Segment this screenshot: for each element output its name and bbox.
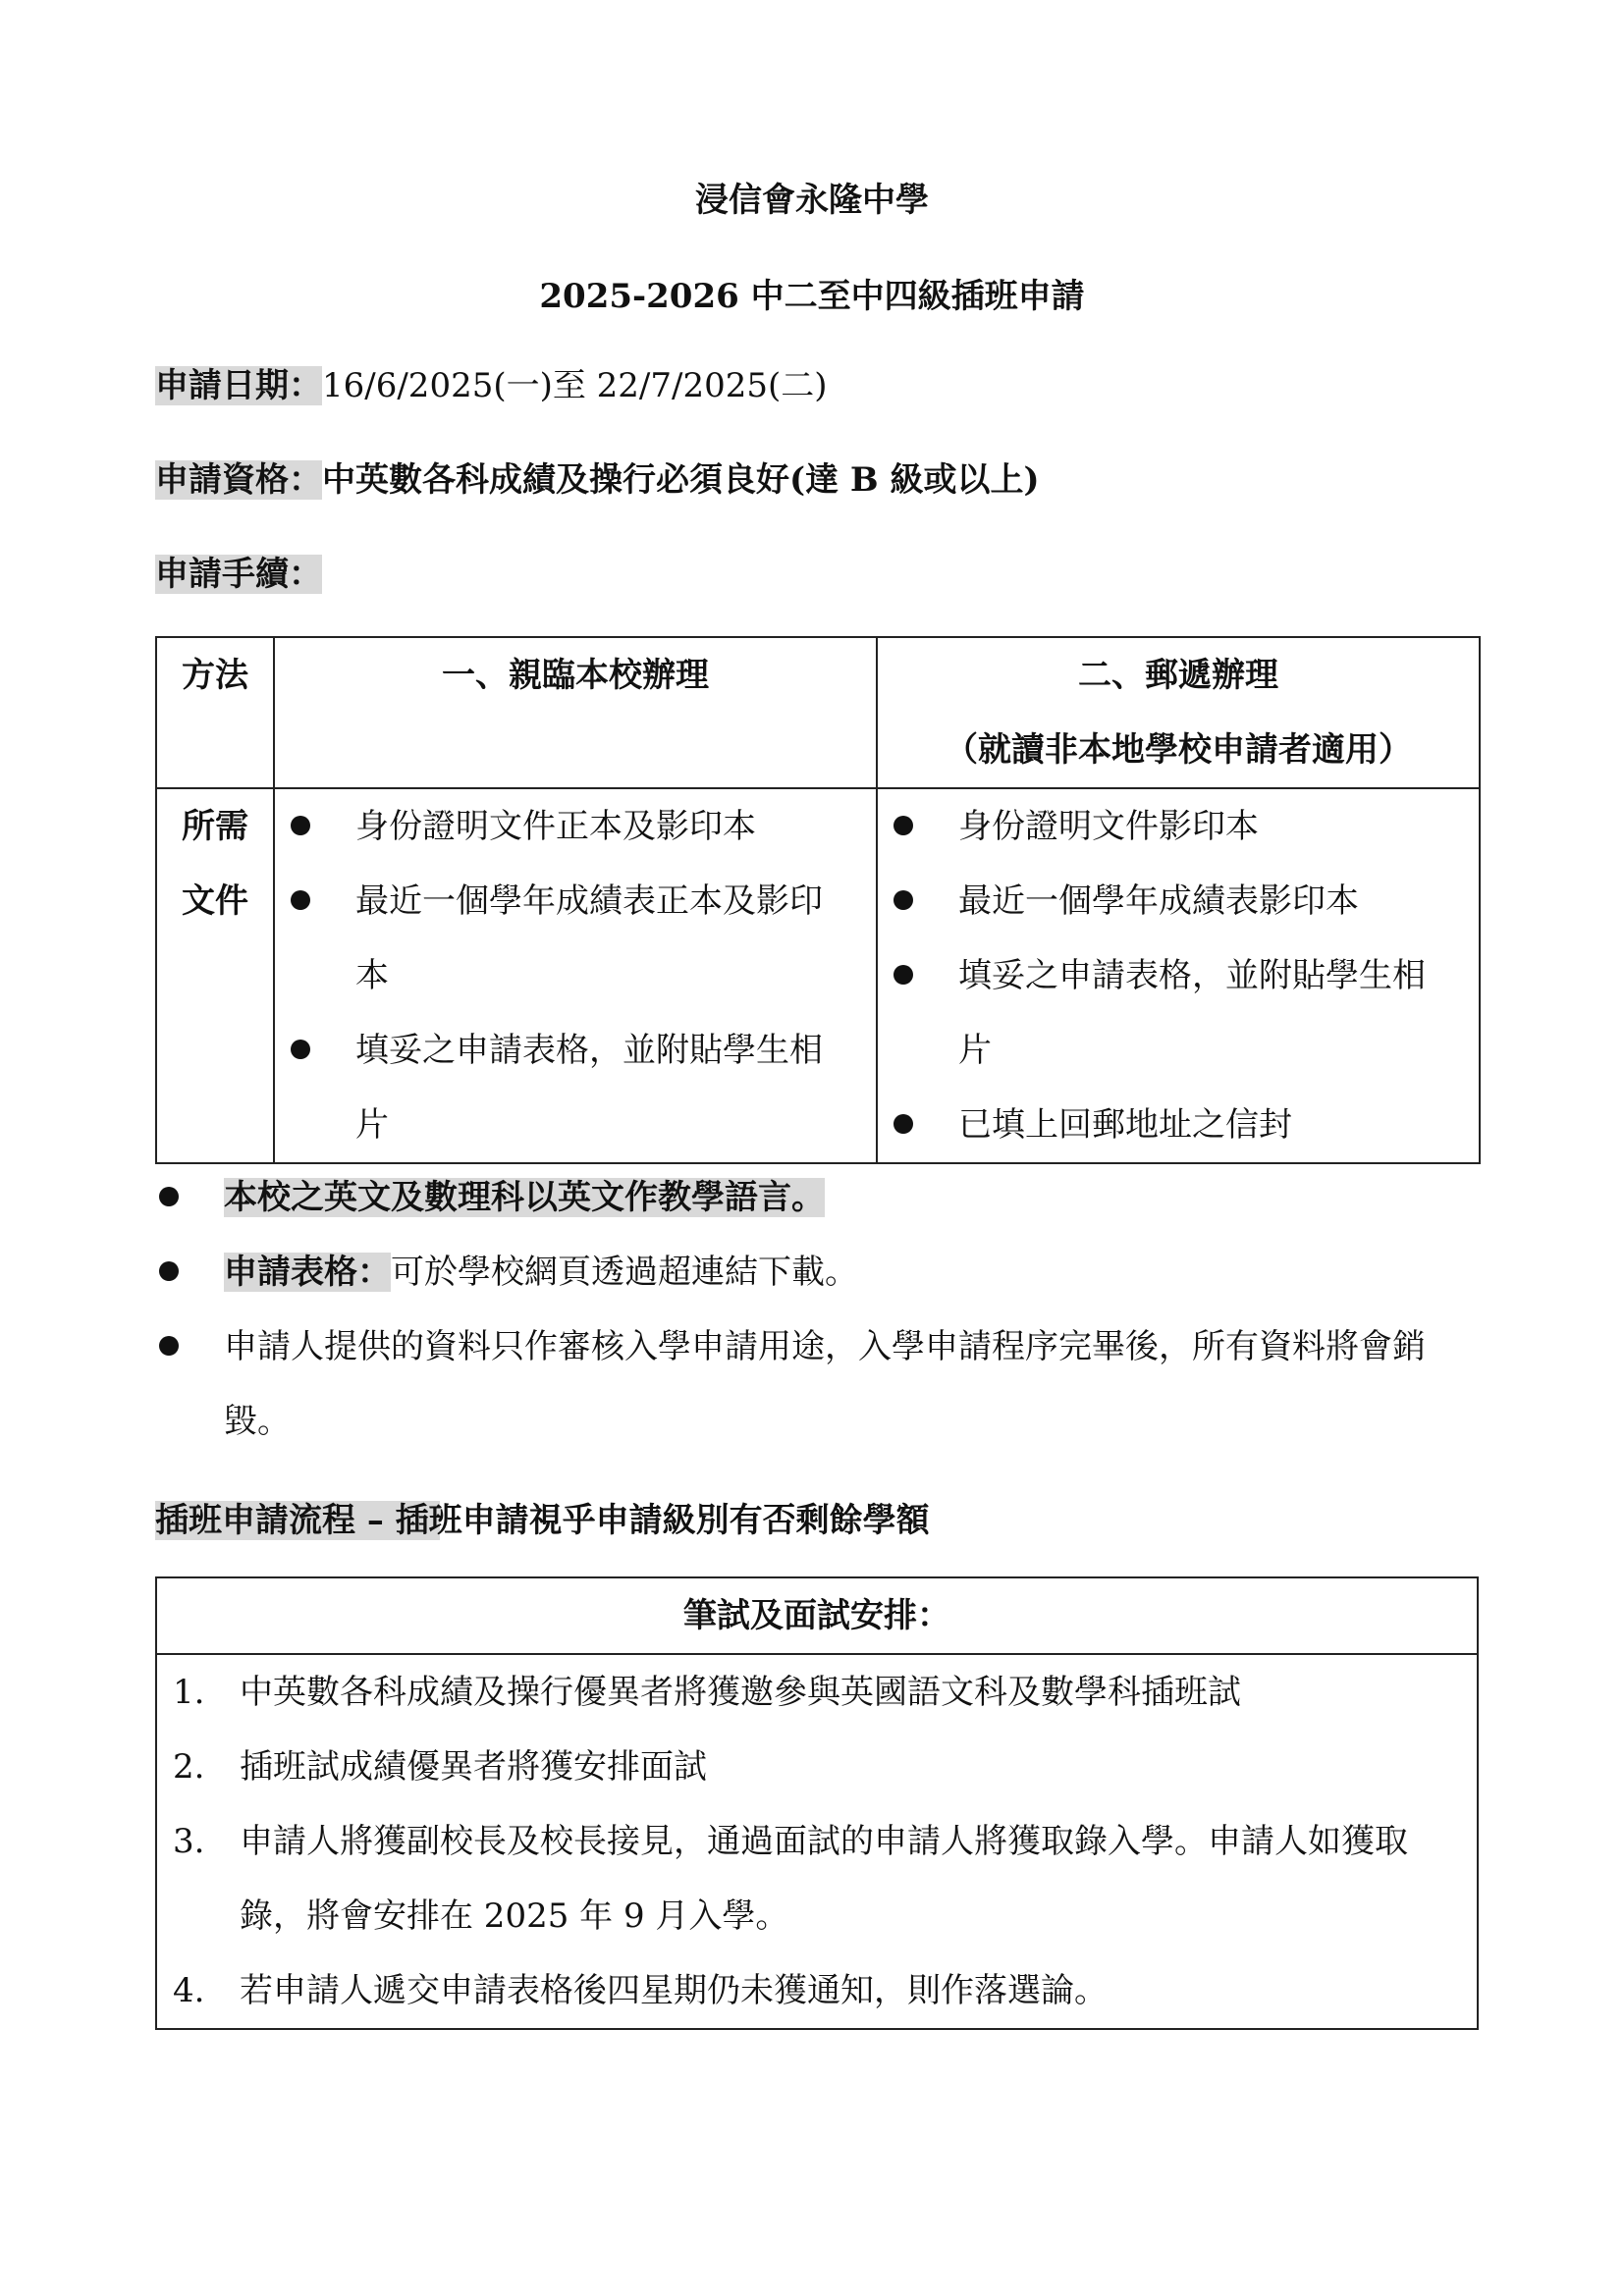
- list-item: 填妥之申請表格，並附貼學生相片: [878, 938, 1455, 1088]
- list-item: 2. 插班試成績優異者將獲安排面試: [173, 1747, 707, 1787]
- arrangement-title-cell: [156, 1577, 1478, 1654]
- method-header: 方法: [182, 656, 248, 695]
- list-item: [155, 1235, 1471, 1309]
- by-post-subtitle: （就讀非本地學校申請者適用）: [945, 730, 1412, 770]
- list-item: 最近一個學年成績表正本及影印本: [275, 864, 846, 1013]
- bullet-icon: [893, 1114, 913, 1134]
- privacy-note: 申請人提供的資料只作審核入學申請用途，入學申請程序完畢後，所有資料將會銷毀。: [224, 1327, 1426, 1441]
- list-item: [155, 1160, 1471, 1235]
- list-item: 身份證明文件正本及影印本: [275, 789, 846, 864]
- arrangement-items-cell: [156, 1654, 1478, 2029]
- list-item: 填妥之申請表格，並附貼學生相片: [275, 1013, 846, 1162]
- col2-header-cell: [877, 637, 1480, 788]
- school-name: 浸信會永隆中學: [695, 181, 929, 220]
- documents-label-cell: [156, 788, 274, 1163]
- application-form-label: 申請表格：: [224, 1253, 391, 1292]
- arrangement-title: 筆試及面試安排：: [683, 1596, 950, 1635]
- bullet-icon: [159, 1336, 179, 1356]
- bullet-icon: [893, 965, 913, 985]
- bullet-icon: [291, 816, 310, 835]
- list-item: 身份證明文件影印本: [878, 789, 1455, 864]
- application-form-text: 可於學校網頁透過超連結下載。: [391, 1253, 858, 1292]
- teaching-medium-note: 本校之英文及數理科以英文作教學語言。: [224, 1178, 825, 1217]
- eligibility-line: [155, 457, 1040, 503]
- notes-list: [155, 1160, 1471, 1459]
- bullet-icon: [893, 890, 913, 910]
- process-heading: 插班申請流程 – 插班申請視乎申請級別有否剩餘學額: [155, 1501, 930, 1540]
- methods-table: [155, 636, 1481, 1164]
- page-title: 2025-2026 中二至中四級插班申請: [539, 277, 1085, 316]
- method-header-cell: [156, 637, 274, 788]
- application-date-value: 16/6/2025(一)至 22/7/2025(二): [322, 366, 828, 405]
- eligibility-label: 申請資格：: [155, 460, 322, 500]
- col1-header-cell: [274, 637, 877, 788]
- application-date-line: [155, 363, 828, 408]
- procedure-label: 申請手續：: [155, 555, 322, 594]
- list-item: 1. 中英數各科成績及操行優異者將獲邀參與英國語文科及數學科插班試: [173, 1673, 1241, 1712]
- in-person-documents-cell: [274, 788, 877, 1163]
- bullet-icon: [893, 816, 913, 835]
- arrangement-table: [155, 1576, 1479, 2030]
- list-item: 4. 若申請人遞交申請表格後四星期仍未獲通知，則作落選論。: [173, 1971, 1108, 2010]
- process-heading-line: [155, 1498, 930, 1543]
- bullet-icon: [291, 890, 310, 910]
- eligibility-value: 中英數各科成績及操行必須良好(達 B 級或以上): [322, 460, 1040, 500]
- list-item: 3. 申請人將獲副校長及校長接見，通過面試的申請人將獲取錄入學。申請人如獲取錄，將會安排在 2025 年 9 月入學。: [173, 1822, 1408, 1936]
- list-item: [155, 1309, 1471, 1459]
- bullet-icon: [291, 1040, 310, 1059]
- by-post-documents-cell: [877, 788, 1480, 1163]
- bullet-icon: [159, 1261, 179, 1281]
- in-person-title: 一、親臨本校辦理: [442, 656, 709, 695]
- procedure-line: [155, 552, 322, 597]
- documents-label-2: 文件: [182, 881, 248, 921]
- list-item: 已填上回郵地址之信封: [878, 1088, 1455, 1162]
- list-item: 最近一個學年成績表影印本: [878, 864, 1455, 938]
- documents-label-1: 所需: [182, 807, 248, 846]
- application-date-label: 申請日期：: [155, 366, 322, 405]
- by-post-title: 二、郵遞辦理: [1078, 656, 1278, 695]
- bullet-icon: [159, 1187, 179, 1206]
